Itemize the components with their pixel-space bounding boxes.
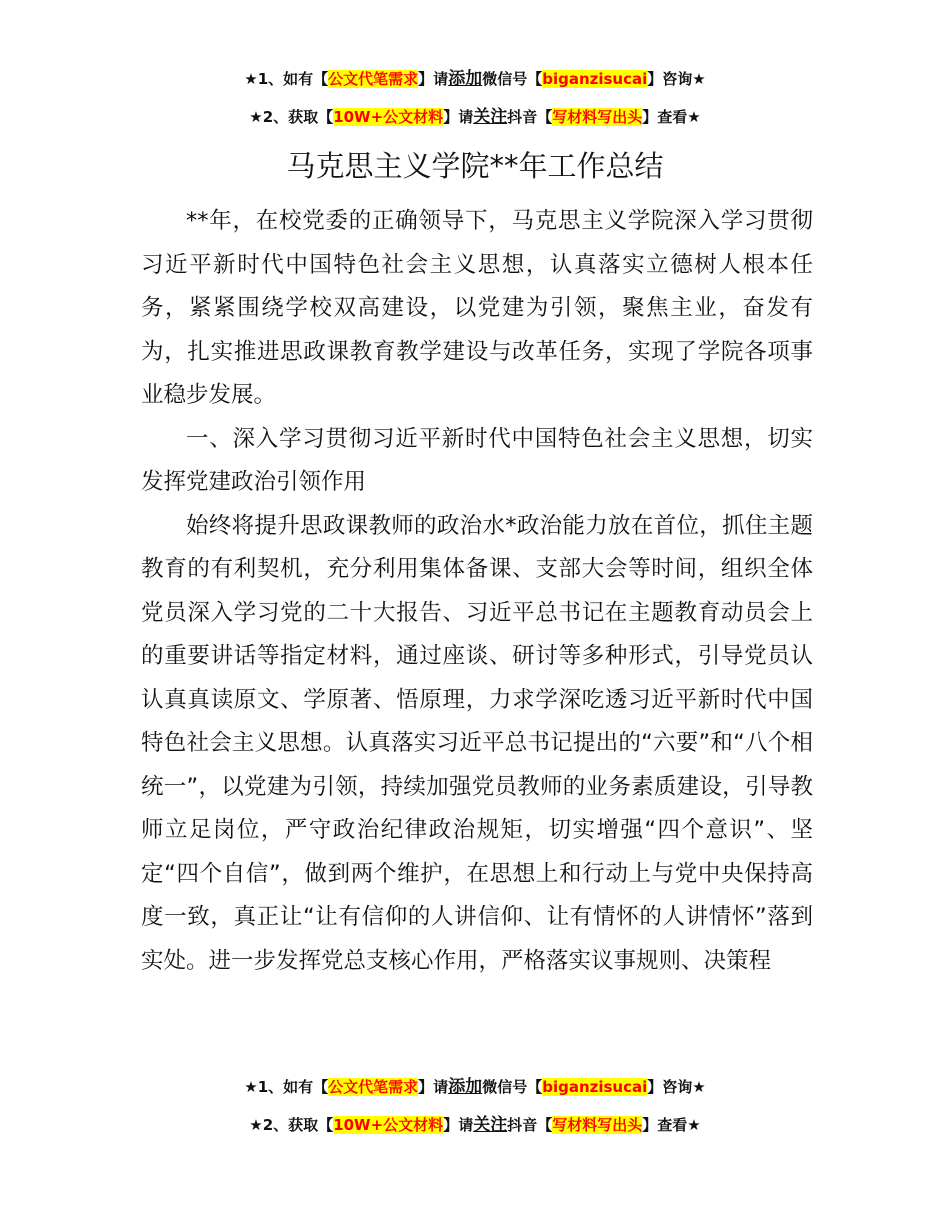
promo-text: ★1、如有【 (244, 70, 329, 88)
promo-text: 】请 (443, 108, 474, 126)
promo-text: ★2、获取【 (249, 108, 334, 126)
promo-banner-bottom-1 (0, 1076, 950, 1098)
promo-emphasis: 关注 (473, 1115, 508, 1135)
promo-emphasis: 关注 (473, 107, 508, 127)
promo-highlight: 公文代笔需求 (328, 70, 419, 88)
promo-emphasis: 添加 (448, 1077, 483, 1097)
promo-banner-bottom-2 (0, 1114, 950, 1136)
promo-highlight: 10W+公文材料 (333, 108, 444, 126)
promo-text: 】请 (418, 70, 449, 88)
promo-douyin-account: 写材料写出头 (552, 1116, 643, 1134)
promo-wechat-id: biganzisucai (542, 1078, 648, 1096)
section-heading: 一、深入学习贯彻习近平新时代中国特色社会主义思想，切实发挥党建政治引领作用 (141, 425, 813, 495)
promo-text: 抖音【 (507, 1116, 553, 1134)
promo-text: 】咨询★ (647, 1078, 706, 1096)
body-paragraph: 始终将提升思政课教师的政治水*政治能力放在首位，抓住主题教育的有利契机，充分利用集体备课、支部大会等时间，组织全体党员深入学习党的二十大报告、习近平总书记在主题教育动员会上的重要讲话等指定材料，通过座谈、研讨等多种形式，引导党员认认真真读原文、学原著、悟原理，力求学深吃透习近平新时代中国特色社会主义思想。认真落实习近平总书记提出的“六要”和“八个相统一”，以党建为引领，持续加强党员教师的业务素质建设，引导教师立足岗位，严守政治纪律政治规矩，切实增强“四个意识”、坚定“四个自信”，做到两个维护，在思想上和行动上与党中央保持高度一致，真正让“让有信仰的人讲信仰、让有情怀的人讲情怀”落到实处。进一步发挥党总支核心作用，严格落实议事规则、决策程 (141, 512, 813, 974)
promo-highlight: 10W+公文材料 (333, 1116, 444, 1134)
document-title: 马克思主义学院**年工作总结 (286, 149, 664, 183)
promo-text: 微信号【 (482, 1078, 543, 1096)
promo-douyin-account: 写材料写出头 (552, 108, 643, 126)
promo-emphasis: 添加 (448, 69, 483, 89)
promo-text: ★2、获取【 (249, 1116, 334, 1134)
promo-text: 】请 (418, 1078, 449, 1096)
promo-banner-top-2 (0, 106, 950, 128)
promo-text: ★1、如有【 (244, 1078, 329, 1096)
promo-text: 】查看★ (642, 1116, 701, 1134)
promo-banner-top-1 (0, 68, 950, 90)
document-body (141, 200, 813, 983)
promo-wechat-id: biganzisucai (542, 70, 648, 88)
promo-text: 】查看★ (642, 108, 701, 126)
promo-text: 】请 (443, 1116, 474, 1134)
promo-text: 】咨询★ (647, 70, 706, 88)
promo-text: 微信号【 (482, 70, 543, 88)
promo-highlight: 公文代笔需求 (328, 1078, 419, 1096)
intro-paragraph: **年，在校党委的正确领导下，马克思主义学院深入学习贯彻习近平新时代中国特色社会主义思想，认真落实立德树人根本任务，紧紧围绕学校双高建设，以党建为引领，聚焦主业，奋发有为，扎实推进思政课教育教学建设与改革任务，实现了学院各项事业稳步发展。 (141, 208, 813, 408)
promo-text: 抖音【 (507, 108, 553, 126)
